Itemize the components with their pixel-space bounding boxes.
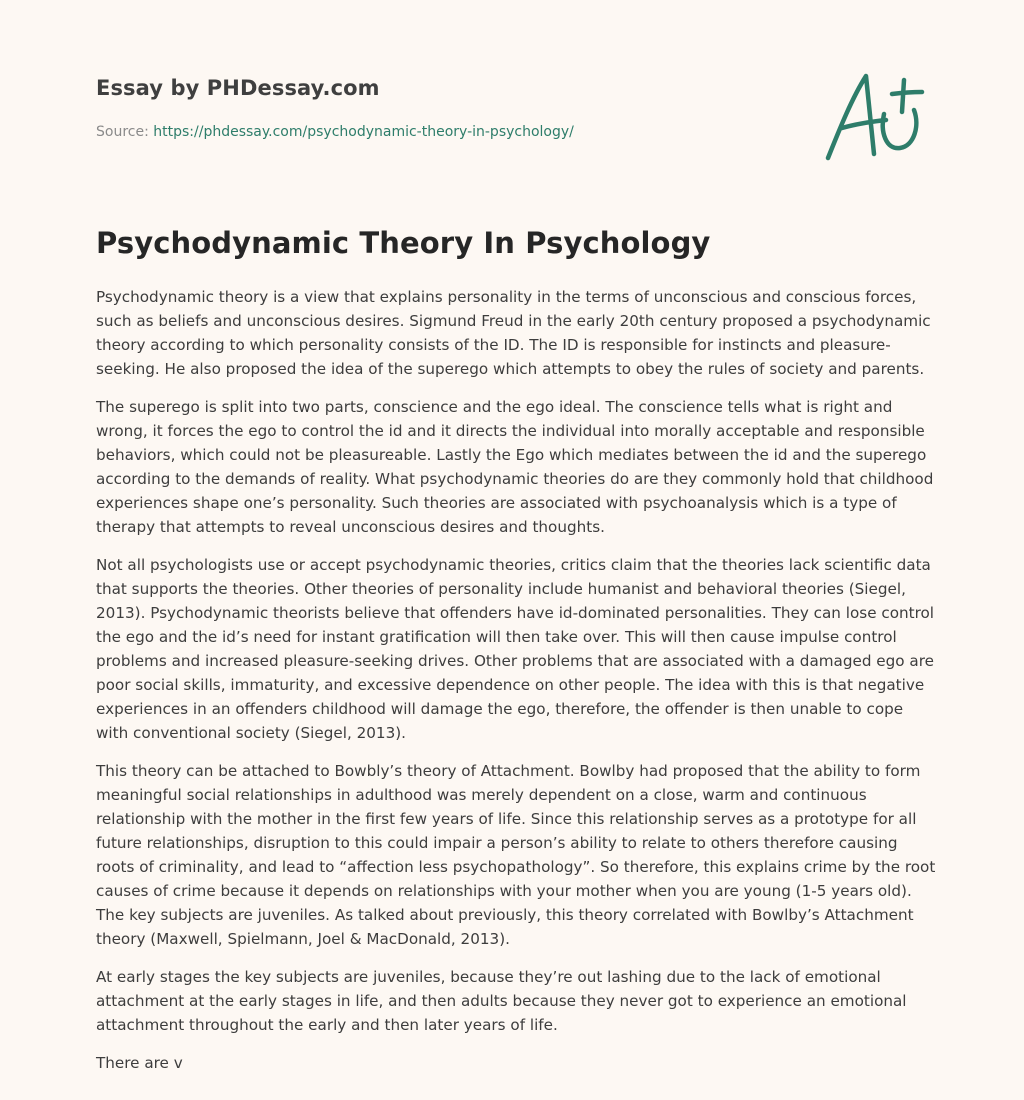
essay-page (96, 0, 936, 1072)
source-label: Source: (96, 124, 149, 140)
essay-body (96, 285, 936, 1089)
site-title: Essay by PHDessay.com (96, 76, 380, 100)
essay-title: Psychodynamic Theory In Psychology (96, 226, 711, 260)
source-link[interactable]: https://phdessay.com/psychodynamic-theory-in-psychology/ (153, 124, 574, 140)
essay-paragraph-truncated: There are v (96, 1054, 183, 1072)
source-line (96, 124, 574, 140)
page-header (96, 0, 936, 190)
essay-paragraph: Not all psychologists use or accept psychodynamic theories, critics claim that the theories lack scientific data that supports the theories. Other theories of personality include humanist and behavioral theories (Siegel, 2013). Psychodynamic theorists believe that offenders have id-dominated personalities. They can lose control the ego and the id’s need for instant gratification will then take over. This will then cause impulse control problems and increased pleasure-seeking drives. Other problems that are associated with a damaged ego are poor social skills, immaturity, and excessive dependence on other people. The idea with this is that negative experiences in an offenders childhood will damage the ego, therefore, the offender is then unable to cope with conventional society (Siegel, 2013). (96, 556, 935, 742)
essay-paragraph: This theory can be attached to Bowbly’s theory of Attachment. Bowlby had proposed that the ability to form meaningful social relationships in adulthood was merely dependent on a close, warm and continuous relationship with the mother in the first few years of life. Since this relationship serves as a prototype for all future relationships, disruption to this could impair a person’s ability to relate to others therefore causing roots of criminality, and lead to “affection less psychopathology”. So therefore, this explains crime by the root causes of crime because it depends on relationships with your mother when you are young (1-5 years old). The key subjects are juveniles. As talked about previously, this theory correlated with Bowlby’s Attachment theory (Maxwell, Spielmann, Joel & MacDonald, 2013). (96, 762, 936, 948)
a-plus-logo-icon (822, 66, 928, 166)
essay-paragraph: The superego is split into two parts, conscience and the ego ideal. The conscience tells what is right and wrong, it forces the ego to control the id and it directs the individual into morally acceptable and responsible behaviors, which could not be pleasureable. Lastly the Ego which mediates between the id and the superego according to the demands of reality. What psychodynamic theories do are they commonly hold that childhood experiences shape one’s personality. Such theories are associated with psychoanalysis which is a type of therapy that attempts to reveal unconscious desires and thoughts. (96, 398, 934, 536)
essay-paragraph: Psychodynamic theory is a view that explains personality in the terms of unconscious and conscious forces, such as beliefs and unconscious desires. Sigmund Freud in the early 20th century proposed a psychodynamic theory according to which personality consists of the ID. The ID is responsible for instincts and pleasure-seeking. He also proposed the idea of the superego which attempts to obey the rules of society and parents. (96, 288, 931, 378)
essay-paragraph: At early stages the key subjects are juveniles, because they’re out lashing due to the lack of emotional attachment at the early stages in life, and then adults because they never got to experience an emotional attachment throughout the early and then later years of life. (96, 968, 907, 1034)
